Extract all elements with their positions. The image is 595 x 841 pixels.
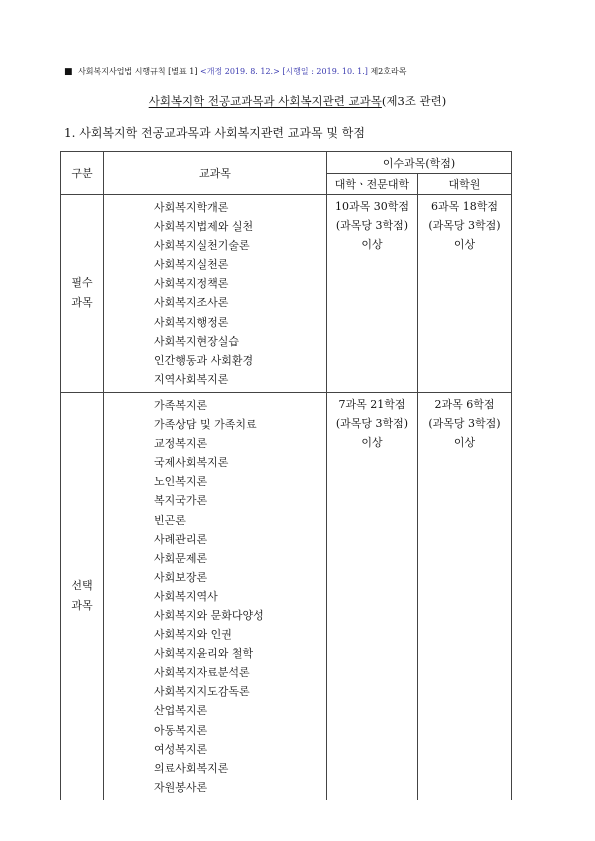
header-graduate: 대학원 [418, 174, 512, 195]
subject-item: 여성복지론 [154, 742, 208, 756]
category-label: 필수 [71, 276, 93, 290]
subject-item: 노인복지론 [154, 475, 208, 489]
credit-line: 2과목 6학점 [434, 397, 495, 411]
college-credit-cell [327, 195, 418, 393]
credit-line: 7과목 21학점 [338, 397, 406, 411]
category-label: 과목 [71, 296, 93, 310]
title-main: 사회복지학 전공교과목과 사회복지관련 교과목 [148, 94, 382, 108]
graduate-credit-cell [418, 392, 512, 799]
subject-item: 빈곤론 [154, 513, 186, 527]
subject-item: 사회복지실천기술론 [154, 239, 250, 253]
credit-line: 10과목 30학점 [335, 200, 409, 213]
category-cell [61, 392, 104, 799]
credit-line: 이상 [453, 238, 476, 251]
subjects-cell [104, 195, 327, 393]
subject-item: 사회복지행정론 [154, 315, 229, 329]
table-row-required [61, 195, 512, 393]
subject-item: 사회복지법제와 실천 [154, 220, 254, 234]
subject-item: 교정복지론 [154, 437, 208, 451]
subject-item: 사회복지와 문화다양성 [154, 608, 264, 622]
document-title [0, 93, 595, 109]
credit-line: (과목당 3학점) [428, 219, 501, 232]
credit-line: (과목당 3학점) [335, 219, 409, 232]
subjects-cell [104, 392, 327, 799]
title-suffix: (제3조 관련) [381, 94, 447, 108]
law-reference: 사회복지사업법 시행규칙 [별표 1] [78, 67, 198, 76]
subject-item: 지역사회복지론 [154, 372, 229, 386]
subject-item: 사회보장론 [154, 570, 208, 584]
credit-line: 이상 [361, 238, 383, 251]
credit-line: 6과목 18학점 [431, 200, 498, 213]
credit-line: 이상 [453, 435, 476, 449]
subject-item: 아동복지론 [154, 723, 208, 737]
credit-line: 이상 [361, 435, 383, 449]
subject-item: 사회복지자료분석론 [154, 666, 250, 680]
subject-item: 사회복지정책론 [154, 277, 229, 291]
header-college: 대학ㆍ전문대학 [327, 174, 418, 195]
category-label: 과목 [71, 599, 93, 613]
subject-item: 국제사회복지론 [154, 456, 229, 470]
subject-item: 인간행동과 사회환경 [154, 353, 254, 367]
subject-item: 사회복지조사론 [154, 296, 229, 310]
college-credit-cell [327, 392, 418, 799]
subject-item: 사회복지와 인권 [154, 628, 232, 642]
subject-item: 사례관리론 [154, 532, 208, 546]
subject-item: 사회복지학개론 [154, 201, 229, 214]
header-subjects: 교과목 [104, 152, 327, 195]
credit-line: (과목당 3학점) [335, 416, 409, 430]
subject-item: 가족복지론 [154, 398, 208, 412]
subjects-table [60, 151, 512, 800]
subject-item: 가족상담 및 가족치료 [154, 418, 257, 432]
subject-item: 사회문제론 [154, 551, 208, 565]
subject-item: 자원봉사론 [154, 780, 208, 794]
subject-item: 산업복지론 [154, 704, 208, 718]
category-cell [61, 195, 104, 393]
table-row-elective [61, 392, 512, 799]
section-heading: 1. 사회복지학 전공교과목과 사회복지관련 교과목 및 학점 [64, 126, 365, 140]
subject-item: 의료사회복지론 [154, 761, 229, 775]
category-label: 선택 [71, 579, 93, 593]
enforcement-date[interactable]: [시행일 : 2019. 10. 1.] [282, 67, 368, 76]
document-header [64, 66, 406, 77]
subject-item: 사회복지현장실습 [154, 334, 240, 348]
subject-item: 사회복지지도감독론 [154, 685, 250, 699]
form-reference: 제2호라목 [370, 67, 407, 76]
square-bullet-icon: ■ [64, 67, 73, 77]
graduate-credit-cell [418, 195, 512, 393]
subject-item: 사회복지역사 [154, 589, 218, 603]
amendment-date[interactable]: <개정 2019. 8. 12.> [200, 67, 280, 76]
subject-item: 사회복지실천론 [154, 258, 229, 272]
credit-line: (과목당 3학점) [428, 416, 501, 430]
subject-item: 사회복지윤리와 철학 [154, 647, 254, 661]
subject-item: 복지국가론 [154, 494, 208, 508]
header-category: 구분 [61, 152, 104, 195]
header-credits: 이수과목(학점) [327, 152, 512, 174]
